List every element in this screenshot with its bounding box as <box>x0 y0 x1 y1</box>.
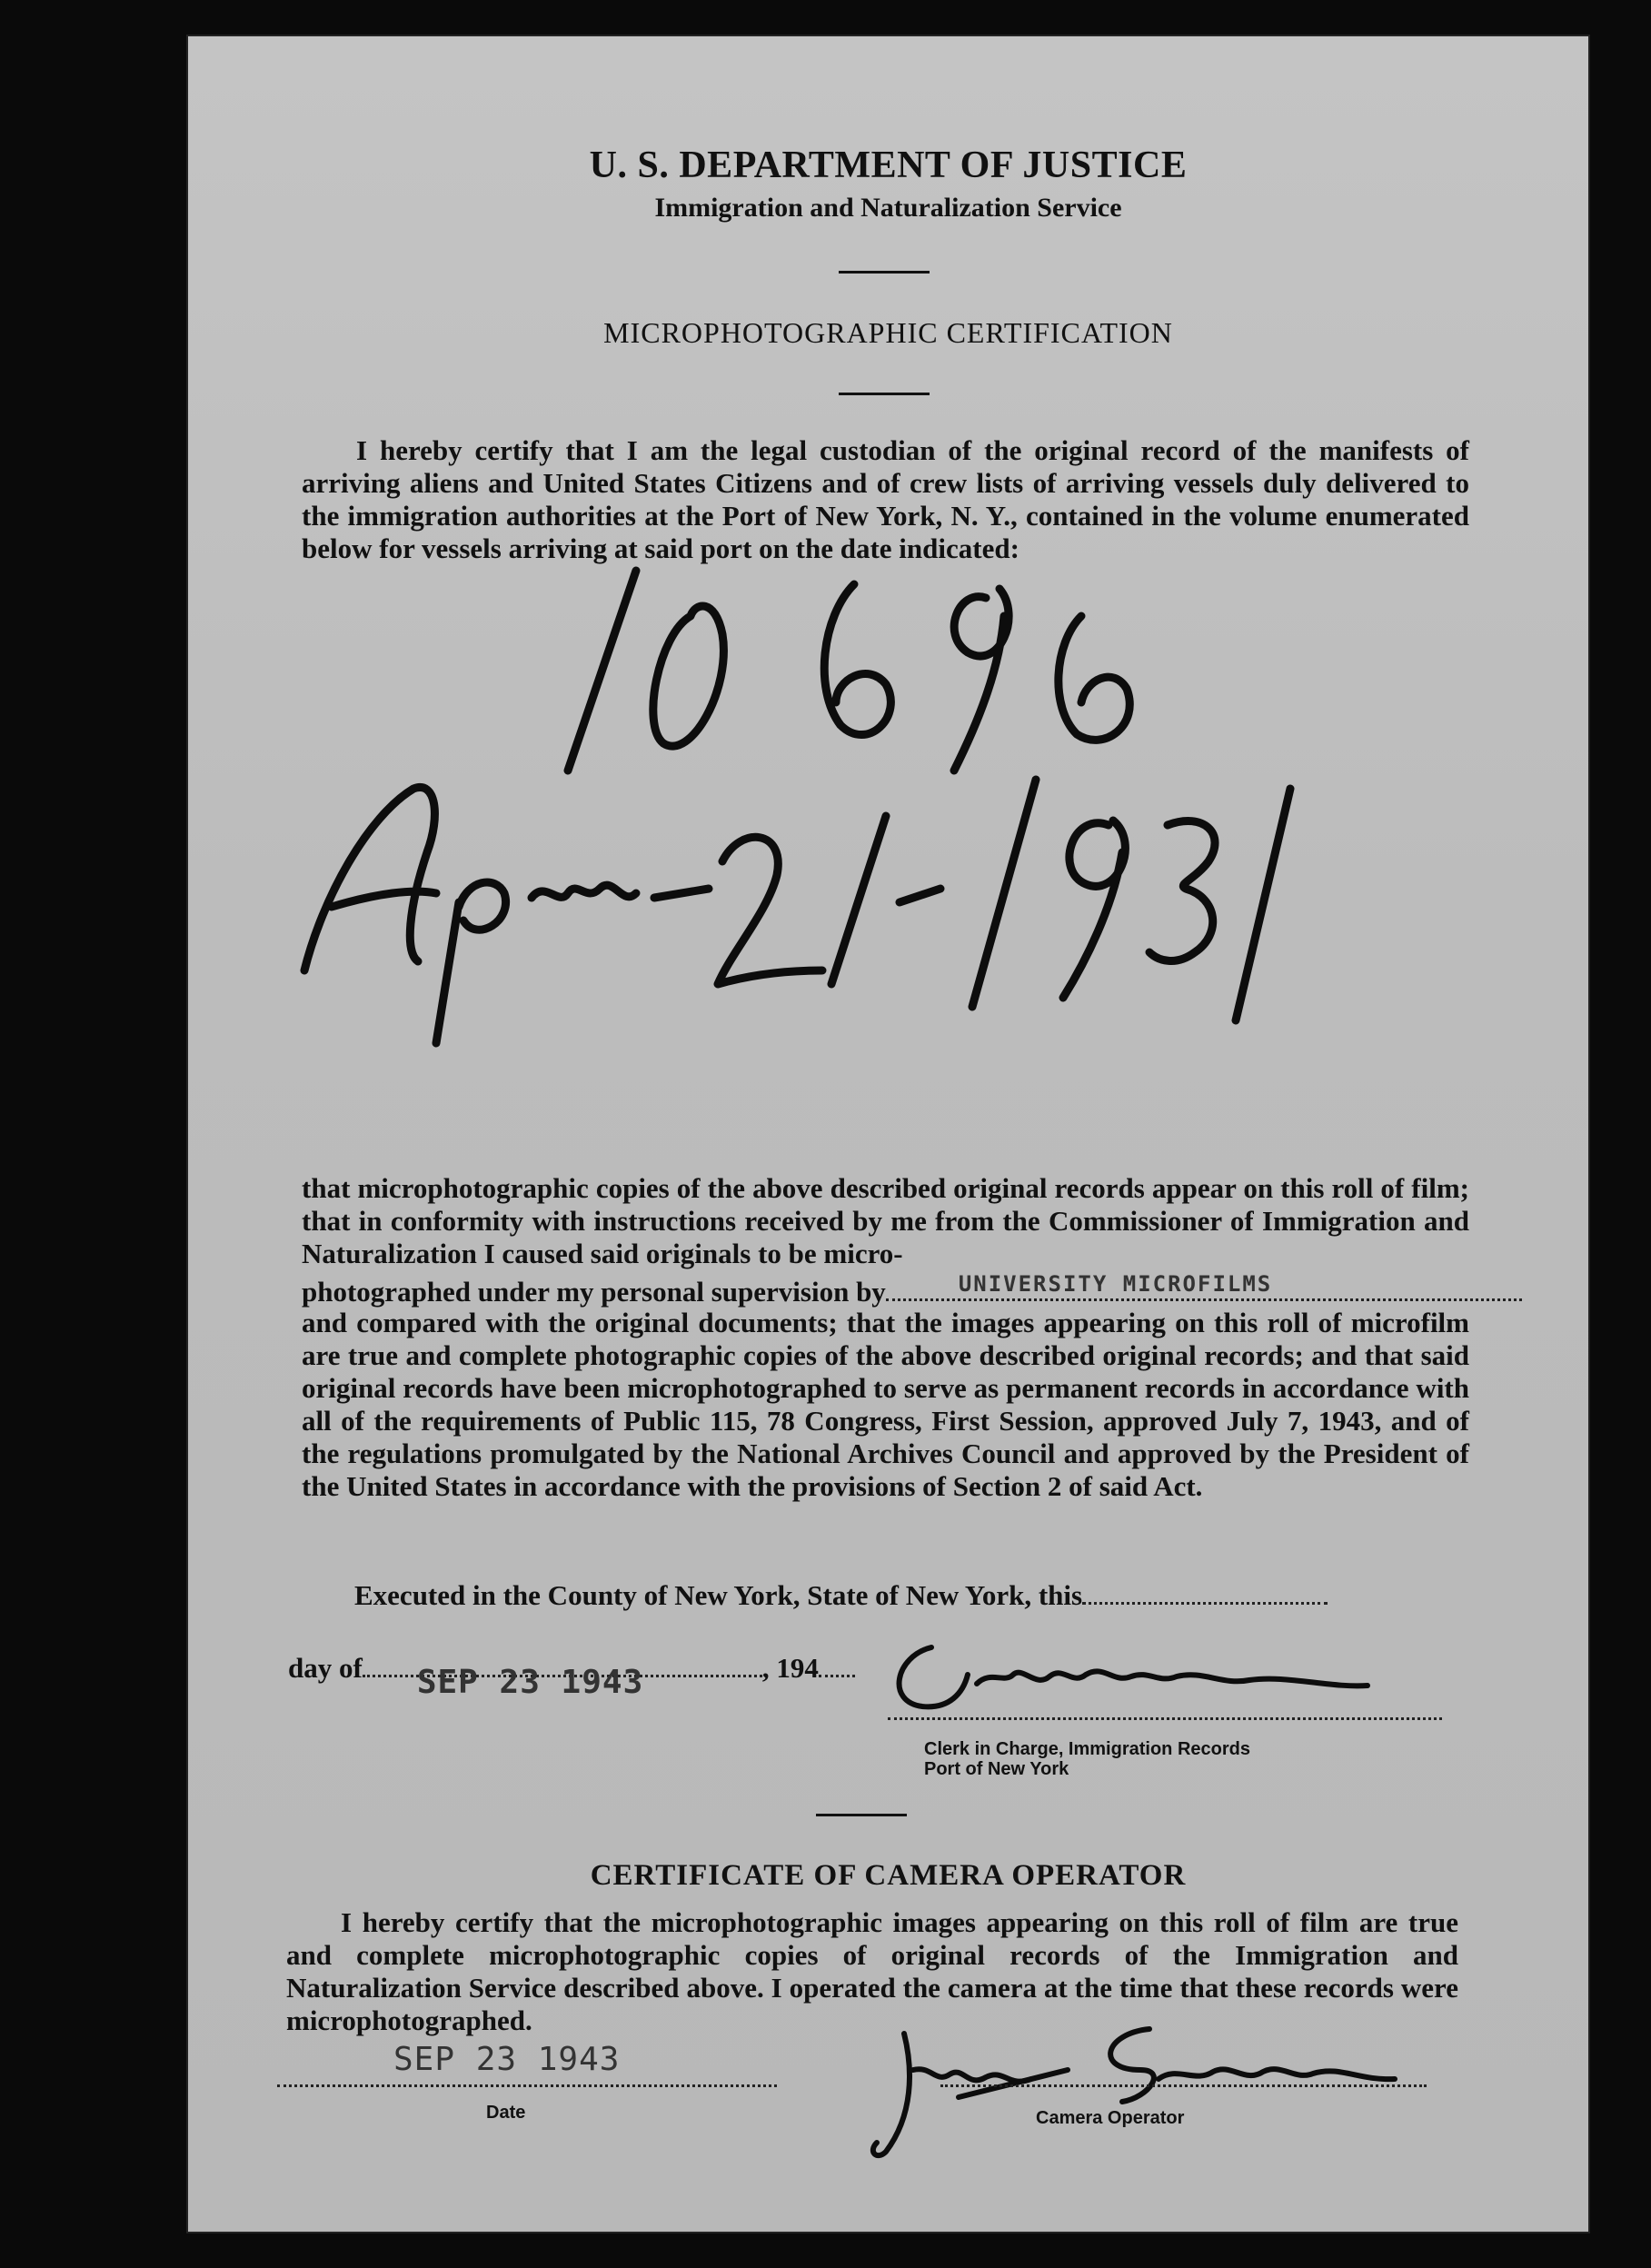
day-of-stamp: SEP 23 1943 <box>416 1664 644 1701</box>
camera-date-stamp: SEP 23 1943 <box>393 2041 621 2078</box>
supervision-text: photographed under my personal supervision by <box>302 1276 886 1308</box>
clerk-caption-line-1: Clerk in Charge, Immigration Records <box>924 1739 1250 1759</box>
day-of-fill-line <box>363 1664 762 1701</box>
camera-certificate-title: CERTIFICATE OF CAMERA OPERATOR <box>590 1859 1187 1892</box>
supervision-fill-line <box>886 1271 1522 1301</box>
clerk-caption <box>924 1739 1250 1779</box>
department-heading: U. S. DEPARTMENT OF JUSTICE <box>589 144 1188 186</box>
certificate-page <box>186 35 1590 2233</box>
clerk-caption-line-2: Port of New York <box>924 1759 1069 1779</box>
executed-fill-line <box>1082 1602 1328 1605</box>
camera-operator-signature <box>850 2015 1431 2179</box>
handwritten-volume-and-date <box>186 35 1590 1034</box>
body-paragraph-1: that microphotographic copies of the above described original records appear on this roll of film; that in conformity with instructions received by me from the Commissioner of Immigration and Naturalization I caused said originals to be micro- <box>302 1172 1469 1269</box>
supervision-stamp: UNIVERSITY MICROFILMS <box>958 1271 1273 1297</box>
day-of-label: day of <box>288 1652 363 1684</box>
day-of-line <box>288 1652 855 1701</box>
body-paragraph-2: and compared with the original documents; that the images appearing on this roll of microfilm are true and complete photographic copies of the above described original records; and that said original records have been microphotographed to serve as permanent records in accordance with all of the requirements of Public 115, 78 Congress, First Session, approved July 7, 1943, and of the regulations promulgated by the National Archives Council and approved by the President of the United States in accordance with the provisions of Section 2 of said Act. <box>302 1307 1469 1502</box>
supervision-line <box>302 1271 1522 1308</box>
executed-text: Executed in the County of New York, State of New York, this <box>354 1579 1083 1611</box>
intro-paragraph: I hereby certify that I am the legal custodian of the original record of the manifests of arriving aliens and United States Citizens and of crew lists of arriving vessels duly delivered to the immigration authorities at the Port of New York, N. Y., contained in the volume enumerated below for vessels arriving at said port on the date indicated: <box>302 434 1469 564</box>
year-fill-line <box>819 1675 855 1677</box>
camera-operator-line <box>940 2084 1427 2087</box>
clerk-signature-line <box>888 1717 1442 1720</box>
camera-date-line <box>277 2084 777 2087</box>
year-prefix: , 194 <box>761 1652 819 1684</box>
executed-line <box>354 1579 1328 1612</box>
camera-paragraph: I hereby certify that the microphotographic images appearing on this roll of film are true and complete microphotographic copies of original records of the Immigration and Naturalization Service described above. I operated the camera at the time that these records were microphotographed. <box>286 1906 1458 2036</box>
service-subheading: Immigration and Naturalization Service <box>654 193 1122 223</box>
camera-date-label: Date <box>486 2103 526 2123</box>
camera-operator-label: Camera Operator <box>1036 2108 1185 2128</box>
divider <box>816 1814 907 1816</box>
certification-title: MICROPHOTOGRAPHIC CERTIFICATION <box>603 316 1173 349</box>
clerk-signature <box>877 1620 1386 1720</box>
